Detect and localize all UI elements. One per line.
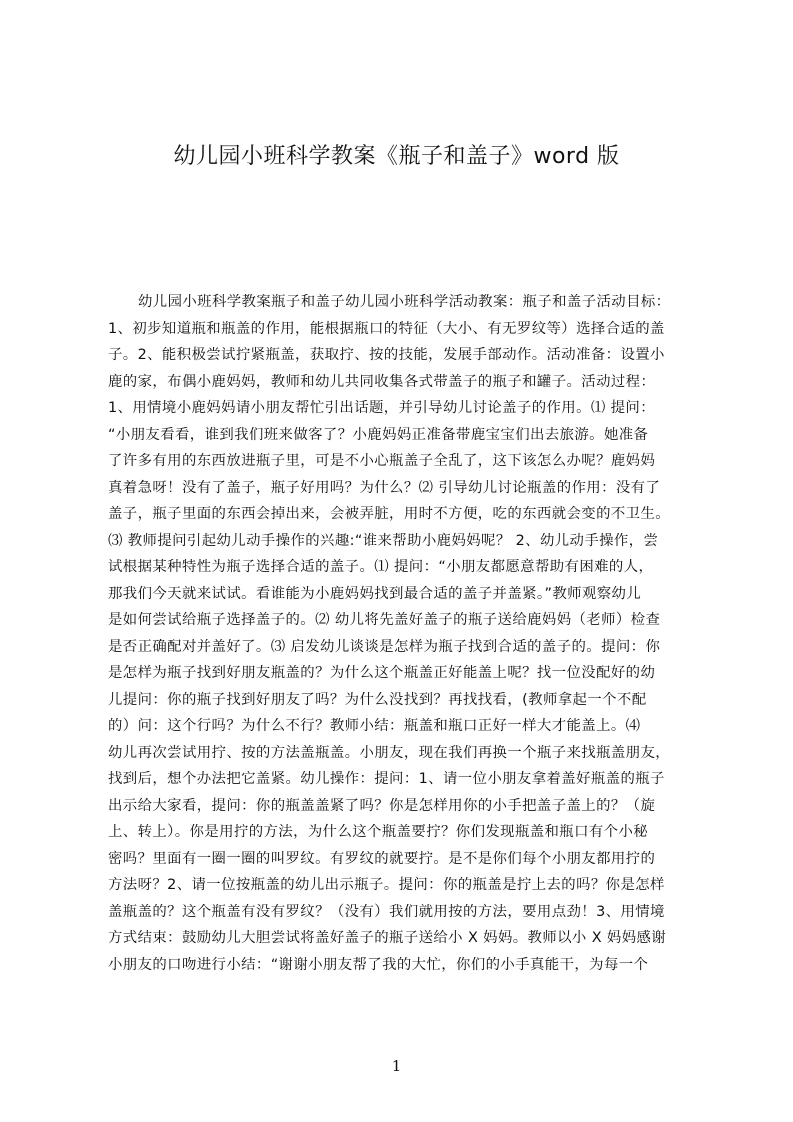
- body-line: 方法呀？2、请一位按瓶盖的幼儿出示瓶子。提问：你的瓶盖是拧上去的吗？你是怎样: [108, 877, 665, 893]
- body-line: 的）问：这个行吗？为什么不行？教师小结：瓶盖和瓶口正好一样大才能盖上。⑷: [108, 718, 641, 734]
- body-line: 盖子，瓶子里面的东西会掉出来，会被弄脏，用时不方便，吃的东西就会变的不卫生。: [108, 506, 671, 522]
- body-line: 是否正确配对并盖好了。⑶ 启发幼儿谈谈是怎样为瓶子找到合适的盖子的。提问：你: [108, 638, 661, 655]
- body-line: 儿提问：你的瓶子找到好朋友了吗？为什么没找到？再找找看，(教师拿起一个不配: [108, 691, 647, 708]
- body-line: 1、用情境小鹿妈妈请小朋友帮忙引出话题，并引导幼儿讨论盖子的作用。⑴ 提问：: [108, 400, 655, 416]
- body-line: 出示给大家看，提问：你的瓶盖盖紧了吗？你是怎样用你的小手把盖子盖上的？（旋: [108, 797, 656, 814]
- body-text: [108, 289, 700, 978]
- document-title: 幼儿园小班科学教案《瓶子和盖子》word 版: [173, 144, 620, 169]
- body-line: 上、转上）。你是用拧的方法，为什么这个瓶盖要拧？你们发现瓶盖和瓶口有个小秘: [108, 824, 649, 840]
- body-line: 小朋友的口吻进行小结：“谢谢小朋友帮了我的大忙，你们的小手真能干，为每一个: [108, 956, 649, 973]
- body-line: 1、初步知道瓶和瓶盖的作用，能根据瓶口的特征（大小、有无罗纹等）选择合适的盖: [108, 320, 665, 337]
- body-line: 方式结束：鼓励幼儿大胆尝试将盖好盖子的瓶子送给小 X 妈妈。教师以小 X 妈妈感谢: [108, 930, 667, 946]
- body-line: 试根据某种特性为瓶子选择合适的盖子。⑴ 提问：“小朋友都愿意帮助有困难的人，: [108, 559, 654, 575]
- body-line: 密吗？里面有一圈一圈的叫罗纹。有罗纹的就要拧。是不是你们每个小朋友都用拧的: [108, 850, 656, 867]
- body-line: ⑶ 教师提问引起幼儿动手操作的兴趣:“谁来帮助小鹿妈妈呢？ 2、幼儿动手操作，尝: [108, 532, 659, 549]
- body-line: 子。2、能积极尝试拧紧瓶盖，获取拧、按的技能，发展手部动作。活动准备：设置小: [108, 347, 665, 363]
- body-line: 幼儿园小班科学教案瓶子和盖子幼儿园小班科学活动教案：瓶子和盖子活动目标：: [138, 294, 671, 310]
- body-line: 幼儿再次尝试用拧、按的方法盖瓶盖。小朋友，现在我们再换一个瓶子来找瓶盖朋友，: [108, 744, 671, 761]
- body-line: 那我们今天就来试试。看谁能为小鹿妈妈找到最合适的盖子并盖紧。”教师观察幼儿: [108, 585, 642, 602]
- body-line: 是怎样为瓶子找到好朋友瓶盖的？为什么这个瓶盖正好能盖上呢？找一位没配好的幼: [108, 665, 656, 681]
- body-line: 是如何尝试给瓶子选择盖子的。⑵ 幼儿将先盖好盖子的瓶子送给鹿妈妈（老师）检查: [108, 612, 661, 628]
- body-line: 找到后，想个办法把它盖紧。幼儿操作：提问：1、请一位小朋友拿着盖好瓶盖的瓶子: [108, 771, 665, 787]
- page-number: 1: [391, 1057, 402, 1075]
- body-line: “小朋友看看，谁到我们班来做客了？小鹿妈妈正准备带鹿宝宝们出去旅游。她准备: [108, 426, 649, 443]
- body-line: 了许多有用的东西放进瓶子里，可是不小心瓶盖子全乱了，这下该怎么办呢？鹿妈妈: [108, 453, 656, 469]
- body-line: 真着急呀！没有了盖子，瓶子好用吗？为什么？⑵ 引导幼儿讨论瓶盖的作用：没有了: [108, 479, 661, 496]
- body-line: 盖瓶盖的？这个瓶盖有没有罗纹？（没有）我们就用按的方法，要用点劲！3、用情境: [108, 903, 665, 920]
- body-line: 鹿的家，布偶小鹿妈妈，教师和幼儿共同收集各式带盖子的瓶子和罐子。活动过程：: [108, 373, 656, 390]
